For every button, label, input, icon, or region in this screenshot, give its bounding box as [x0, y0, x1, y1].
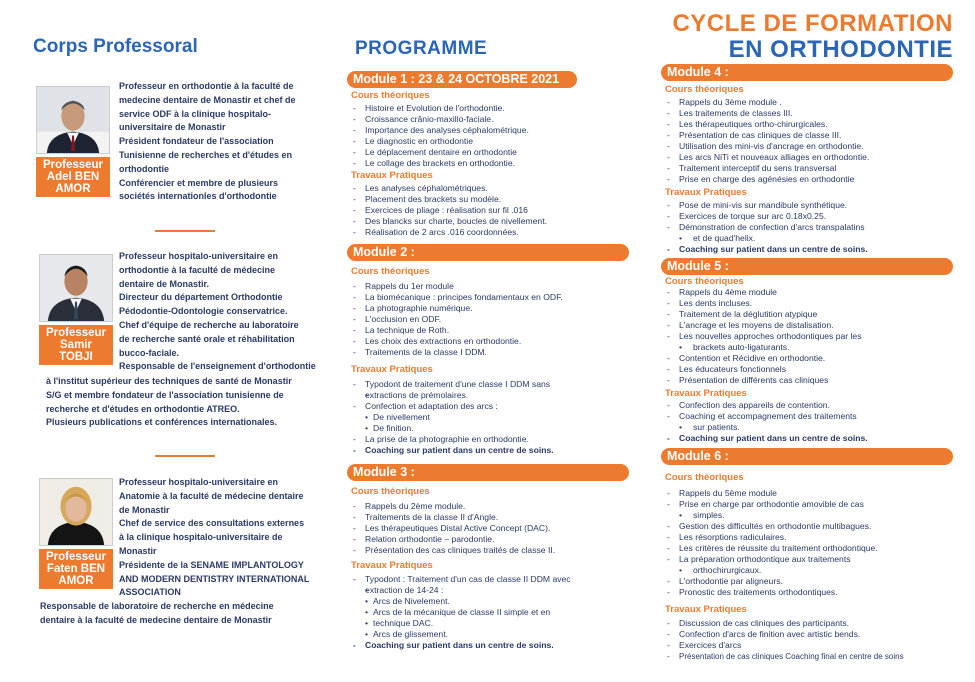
bio-line: Professeur en orthodontie à la faculté de: [119, 81, 294, 91]
list-item: - Prise en charge des agénésies en orthodontie: [665, 174, 970, 185]
module6-cours-label: Cours théoriques: [665, 472, 744, 483]
list-item-cont: [665, 422, 970, 433]
module6-tp-list: [665, 618, 975, 662]
list-item: - Coaching sur patient dans un centre de soins.: [351, 445, 636, 456]
list-item: - Prise en charge par orthodontie amovible de cas: [665, 499, 970, 510]
list-item: - Contention et Récidive en orthodontie.: [665, 353, 970, 364]
module2-header: Module 2 :: [347, 244, 629, 261]
list-item: - Les arcs NiTi et nouveaux alliages en orthodontie.: [665, 152, 970, 163]
list-item: - La photographie numérique.: [351, 303, 636, 314]
list-item: - Les critères de réussite du traitement orthodontique.: [665, 543, 970, 554]
module3-tp-label: Travaux Pratiques: [351, 560, 433, 571]
list-item: - Les nouvelles approches orthodontiques par les: [665, 331, 970, 342]
bio-line: Plusieurs publications et conférences internationales.: [46, 417, 278, 428]
list-item: - Traitement de la déglutition atypique: [665, 309, 970, 320]
module6-header: Module 6 :: [661, 448, 953, 465]
module4-cours-label: Cours théoriques: [665, 84, 744, 95]
prof1-name-line3: AMOR: [55, 183, 91, 195]
bio-line: S/G et membre fondateur de l'association tunisienne de: [46, 389, 284, 400]
list-item: - Le diagnostic en orthodontie: [351, 136, 636, 147]
bio-line: AND MODERN DENTISTRY INTERNATIONAL: [119, 573, 310, 584]
list-item: - Les thérapeutiques ortho-chirurgicales.: [665, 119, 970, 130]
prof2-photo: [39, 254, 113, 322]
list-item: - Coaching sur patient dans un centre de soins.: [665, 244, 970, 255]
faculty-column: [0, 0, 325, 682]
list-item: - Réalisation de 2 arcs .016 coordonnées.: [351, 227, 636, 238]
list-item-cont: [665, 565, 970, 576]
prof1-photo: [36, 86, 110, 154]
list-item: - Les choix des extractions en orthodontie.: [351, 336, 636, 347]
bio-line: Présidente de la SENAME IMPLANTOLOGY: [119, 559, 304, 570]
bio-line: Conférencier et membre de plusieurs: [119, 177, 279, 188]
module2-tp-label: Travaux Pratiques: [351, 364, 433, 375]
list-item: - L'orthodontie par aligneurs.: [665, 576, 970, 587]
list-item: - Confection d'arcs de finition avec artistic bends.: [665, 629, 975, 640]
bio-line: à la clinique hospitalo-universitaire de: [119, 532, 283, 543]
module3-header: Module 3 :: [347, 464, 629, 481]
list-item-text: extraction de 14-24 :: [365, 585, 444, 595]
list-item: - Les traitements de classes III.: [665, 108, 970, 119]
list-item: - Rappels du 2ème module.: [351, 501, 636, 512]
module5-tp-list: [665, 400, 970, 444]
module1-tp-label: Travaux Pratiques: [351, 170, 433, 181]
list-item: - Pronostic des traitements orthodontiques.: [665, 587, 970, 598]
prof3-name-line2: Faten BEN: [46, 563, 106, 575]
list-item: - Exercices de pliage : réalisation sur fil .016: [351, 205, 636, 216]
list-item: - Utilisation des mini-vis d'ancrage en orthodontie.: [665, 141, 970, 152]
list-item-text: et de quad'helix.: [693, 233, 756, 243]
sub-item: • Arcs de la mécanique de classe II simple et en: [351, 607, 636, 618]
sub-item: • De nivellement: [351, 412, 636, 423]
cycle-title-line1: CYCLE DE FORMATION: [672, 10, 953, 37]
prof2-bio: [119, 250, 324, 374]
module1-header: Module 1 : 23 & 24 OCTOBRE 2021: [347, 71, 577, 88]
list-item: - Confection des appareils de contention.: [665, 400, 970, 411]
prof2-bio-continued: [46, 375, 325, 430]
module6-cours-list: [665, 488, 970, 598]
bio-line: recherche et d'études en orthodontie ATREO.: [46, 403, 240, 414]
list-item: - Typodont : Traitement d'un cas de classe II DDM avec: [351, 574, 636, 585]
faculty-title: Corps Professoral: [33, 36, 198, 57]
module1-cours-label: Cours théoriques: [351, 90, 430, 101]
list-item: - Le collage des brackets en orthodontie.: [351, 158, 636, 169]
bio-line: Chef d'équipe de recherche au laboratoire: [119, 319, 299, 330]
module5-cours-list: [665, 287, 970, 386]
module5-tp-label: Travaux Pratiques: [665, 388, 747, 399]
list-item: - Présentation de cas cliniques Coaching final en centre de soins: [665, 651, 975, 662]
list-item: - Placement des brackets su modèle.: [351, 194, 636, 205]
list-item: - La biomécanique : principes fondamentaux en ODF.: [351, 292, 636, 303]
list-item: - Relation orthodontie – parodontie.: [351, 534, 636, 545]
bio-line: Chef de service des consultations externes: [119, 518, 305, 529]
list-item: - Rappels du 5ème module: [665, 488, 970, 499]
list-item-cont: [351, 585, 636, 596]
list-item: - Exercices de torque sur arc 0.18x0.25.: [665, 211, 970, 222]
prof2-name-line3: TOBJI: [59, 351, 93, 363]
prof1-name-line2: Adel BEN: [46, 171, 100, 183]
list-item-text: extractions de prémolaires.: [365, 390, 469, 400]
module4-tp-list: [665, 200, 970, 255]
list-item-text: brackets auto-ligaturants.: [693, 342, 790, 352]
separator: [155, 230, 215, 232]
bio-line: Responsable de l'enseignement d'orthodontie: [119, 361, 316, 372]
list-item: - Les résorptions radiculaires.: [665, 532, 970, 543]
list-item: - Les dents incluses.: [665, 298, 970, 309]
module1-cours-list: [351, 103, 636, 169]
sub-item: • Arcs de Nivelement.: [351, 596, 636, 607]
module4-cours-list: [665, 97, 970, 185]
bio-line: Professeur hospitalo-universitaire en: [119, 477, 279, 487]
list-item: - Présentation de cas cliniques de classe III.: [665, 130, 970, 141]
list-item: - Coaching sur patient dans un centre de soins.: [665, 433, 970, 444]
list-item: - L'ancrage et les moyens de distalisation.: [665, 320, 970, 331]
module2-cours-label: Cours théoriques: [351, 266, 430, 277]
module1-tp-list: [351, 183, 636, 238]
list-item: - Le déplacement dentaire en orthodontie: [351, 147, 636, 158]
module3-cours-label: Cours théoriques: [351, 486, 430, 497]
prof2-name-line1: Professeur: [45, 327, 107, 339]
prof3-photo: [39, 478, 113, 546]
bio-line: dentaire à la faculté de medecine dentaire de Monastir: [40, 614, 272, 625]
prof3-name-line1: Professeur: [45, 551, 107, 563]
list-item-cont: [665, 233, 970, 244]
list-item: - Traitement interceptif du sens transversal: [665, 163, 970, 174]
bio-line: orthodontie à la faculté de médecine: [119, 264, 276, 275]
bio-line: à l'institut supérieur des techniques de santé de Monastir: [46, 376, 292, 386]
module2-tp-list: [351, 379, 636, 456]
bio-line: Responsable de laboratoire de recherche en médecine: [40, 601, 274, 611]
separator: [155, 455, 215, 457]
list-item: - L'occlusion en ODF.: [351, 314, 636, 325]
list-item: - Traitements de la classe I DDM.: [351, 347, 636, 358]
list-item: - Coaching et accompagnement des traitements: [665, 411, 970, 422]
module4-header: Module 4 :: [661, 64, 953, 81]
prof2-name: [39, 325, 113, 365]
cycle-column: [640, 0, 975, 682]
bio-line: Pédodontie-Odontologie conservatrice.: [119, 306, 288, 317]
list-item: - Traitements de la classe II d'Angle.: [351, 512, 636, 523]
sub-item-text: technique DAC.: [373, 618, 434, 628]
list-item: - Présentation des cas cliniques traités de classe II.: [351, 545, 636, 556]
module4-tp-label: Travaux Pratiques: [665, 187, 747, 198]
bio-line: universitaire de Monastir: [119, 122, 226, 133]
list-item: - La préparation orthodontique aux traitements: [665, 554, 970, 565]
module3-tp-list: [351, 574, 636, 651]
list-item-text: sur patients.: [693, 422, 740, 432]
list-item: - Les analyses céphalométriques.: [351, 183, 636, 194]
bio-line: service ODF à la clinique hospitalo-: [119, 108, 272, 119]
list-item: - Typodont de traitement d'une classe I DDM sans: [351, 379, 636, 390]
bio-line: Président fondateur de l'association: [119, 136, 274, 147]
prof1-name: [36, 157, 110, 197]
list-item: - Importance des analyses céphalométrique.: [351, 125, 636, 136]
list-item-cont: [351, 390, 636, 401]
bio-line: de recherche santé orale et réhabilitation: [119, 333, 295, 344]
list-item: - Exercices d'arcs: [665, 640, 975, 651]
prof3-name: [39, 549, 113, 589]
list-item: - Gestion des difficultés en orthodontie multibagues.: [665, 521, 970, 532]
list-item: - Rappels du 1er module: [351, 281, 636, 292]
module5-header: Module 5 :: [661, 258, 953, 275]
module6-tp-label: Travaux Pratiques: [665, 604, 747, 615]
bio-line: Monastir: [119, 545, 157, 556]
list-item: - Pose de mini-vis sur mandibule synthétique.: [665, 200, 970, 211]
bio-line: dentaire de Monastir.: [119, 278, 210, 289]
bio-line: Professeur hospitalo-universitaire en: [119, 251, 279, 261]
programme-column: [335, 0, 635, 682]
list-item: - Démonstration de confection d'arcs transpalatins: [665, 222, 970, 233]
cycle-title-line2: EN ORTHODONTIE: [728, 36, 953, 63]
prof1-bio: [119, 80, 324, 204]
list-item-cont: [665, 510, 970, 521]
prof1-name-line1: Professeur: [42, 159, 104, 171]
list-item: - Présentation de différents cas cliniques: [665, 375, 970, 386]
list-item: - Rappels du 4ème module: [665, 287, 970, 298]
list-item: - Les éducateurs fonctionnels: [665, 364, 970, 375]
list-item: - Les thérapeutiques Distal Active Concept (DAC).: [351, 523, 636, 534]
prof3-name-line3: AMOR: [58, 575, 94, 587]
list-item: - Histoire et Evolution de l'orthodontie.: [351, 103, 636, 114]
programme-title: PROGRAMME: [355, 38, 488, 59]
prof3-bio-continued: [40, 600, 325, 628]
list-item: - La prise de la photographie en orthodontie.: [351, 434, 636, 445]
bio-line: Directeur du département Orthodontie: [119, 292, 283, 303]
bio-line: sociétés internationles d'orthodontie: [119, 191, 277, 202]
bio-line: ASSOCIATION: [119, 587, 181, 598]
list-item: - La technique de Roth.: [351, 325, 636, 336]
sub-item: • De finition.: [351, 423, 636, 434]
list-item: - Confection et adaptation des arcs :: [351, 401, 636, 412]
bio-line: Tunisienne de recherches et d'études en: [119, 149, 293, 160]
module2-cours-list: [351, 281, 636, 358]
list-item: - Croissance crânio-maxillo-faciale.: [351, 114, 636, 125]
list-item: - Discussion de cas cliniques des participants.: [665, 618, 975, 629]
bio-line: de Monastir: [119, 504, 170, 515]
prof3-bio: [119, 476, 324, 600]
bio-line: orthodontie: [119, 163, 169, 174]
prof2-name-line2: Samir: [60, 339, 92, 351]
list-item-text: simples.: [693, 510, 725, 520]
bio-line: medecine dentaire de Monastir et chef de: [119, 94, 296, 105]
module5-cours-label: Cours théoriques: [665, 276, 744, 287]
bio-line: bucco-faciale.: [119, 347, 180, 358]
sub-item: • Arcs de glissement.: [351, 629, 636, 640]
list-item: - Coaching sur patient dans un centre de soins.: [351, 640, 636, 651]
list-item: - Des blancks sur charte, boucles de nivellement.: [351, 216, 636, 227]
list-item-cont: [665, 342, 970, 353]
sub-item-cont: [351, 618, 636, 629]
bio-line: Anatomie à la faculté de médecine dentaire: [119, 490, 304, 501]
module3-cours-list: [351, 501, 636, 556]
list-item-text: orthochirurgicaux.: [693, 565, 762, 575]
list-item: - Rappels du 3ème module .: [665, 97, 970, 108]
